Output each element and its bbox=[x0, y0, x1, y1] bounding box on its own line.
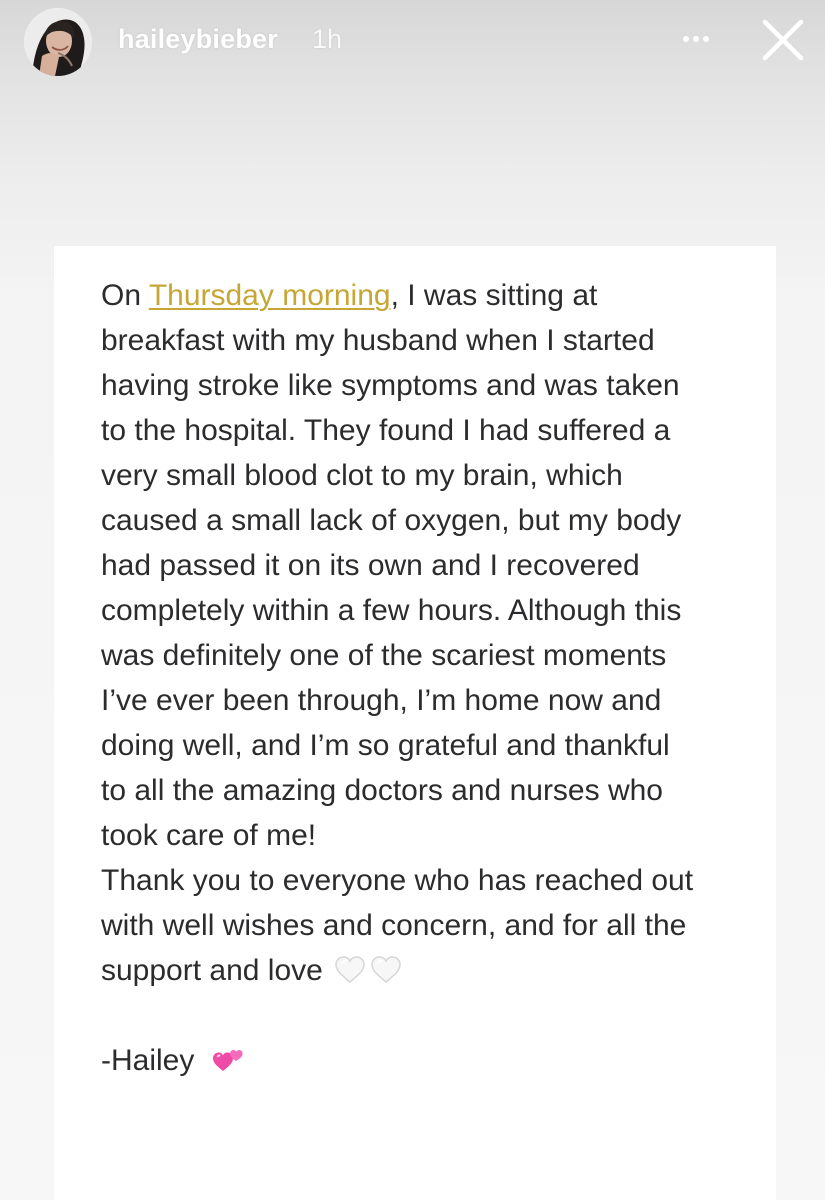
close-button[interactable] bbox=[757, 14, 809, 66]
story-timestamp: 1h bbox=[312, 24, 343, 54]
note-line-15: with well wishes and concern, and for all the bbox=[101, 909, 687, 942]
avatar[interactable] bbox=[24, 8, 92, 76]
two-hearts-icon bbox=[211, 1044, 247, 1078]
story-username[interactable]: haileybieber bbox=[118, 24, 278, 54]
note-line-12: to all the amazing doctors and nurses who bbox=[101, 774, 663, 807]
note-line-10: I’ve ever been through, I’m home now and bbox=[101, 684, 662, 717]
more-options-button[interactable] bbox=[672, 22, 720, 56]
three-dots-icon bbox=[672, 22, 720, 56]
note-line-16 bbox=[101, 948, 751, 993]
note-line-9: was definitely one of the scariest moments bbox=[101, 639, 667, 672]
note-line-1-suffix: , I was sitting at bbox=[390, 279, 598, 312]
note-line-3: having stroke like symptoms and was taken bbox=[101, 369, 680, 402]
note-line-16-text: support and love bbox=[101, 954, 323, 987]
note-line-2: breakfast with my husband when I started bbox=[101, 324, 655, 357]
signature-text: -Hailey bbox=[101, 1044, 195, 1077]
story-header bbox=[0, 0, 825, 90]
note-header-fade bbox=[54, 246, 776, 264]
note-signature bbox=[101, 1038, 751, 1083]
note-line-8: completely within a few hours. Although this bbox=[101, 594, 682, 627]
note-line-6: caused a small lack of oxygen, but my body bbox=[101, 504, 682, 537]
note-line-1-prefix: On bbox=[101, 279, 149, 312]
note-line-5: very small blood clot to my brain, which bbox=[101, 459, 623, 492]
note-line-7: had passed it on its own and I recovered bbox=[101, 549, 640, 582]
note-body bbox=[101, 273, 751, 1083]
note-line-13: took care of me! bbox=[101, 819, 317, 852]
note-line-14: Thank you to everyone who has reached out bbox=[101, 864, 694, 897]
note-line-1 bbox=[101, 273, 751, 318]
close-x-icon bbox=[757, 14, 809, 66]
note-line-4: to the hospital. They found I had suffered a bbox=[101, 414, 671, 447]
note-blank-line bbox=[101, 993, 751, 1038]
note-card bbox=[54, 246, 776, 1200]
white-heart-icon bbox=[333, 954, 367, 986]
note-line-11: doing well, and I’m so grateful and thankful bbox=[101, 729, 670, 762]
profile-photo-icon bbox=[24, 8, 92, 76]
white-heart-icon bbox=[369, 954, 403, 986]
thursday-morning-link[interactable]: Thursday morning bbox=[148, 279, 391, 312]
